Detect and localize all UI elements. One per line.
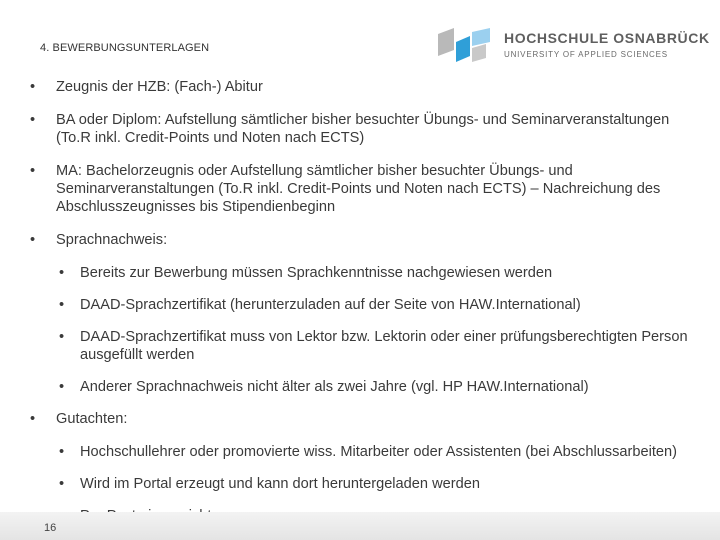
- bullet-icon: •: [59, 444, 65, 460]
- logo-subtitle: UNIVERSITY OF APPLIED SCIENCES: [504, 50, 668, 59]
- list-item: [30, 78, 690, 96]
- bullet-icon: •: [59, 379, 65, 395]
- bullet-icon: •: [30, 232, 36, 248]
- bullet-list: [30, 78, 690, 539]
- list-item-text: MA: Bachelorzeugnis oder Aufstellung sämtlicher bisher besuchter Übungs- und Seminarveranstaltungen (To.R inkl. Credit-Points und Noten nach ECTS) – Nachreichung des Abschlusszeugnisses bis Stipendienbeginn: [56, 163, 661, 215]
- sub-list-item-text: Anderer Sprachnachweis nicht älter als zwei Jahre (vgl. HP HAW.International): [80, 379, 589, 395]
- logo-name: HOCHSCHULE OSNABRÜCK: [504, 30, 710, 46]
- bullet-icon: •: [30, 163, 36, 179]
- sub-list-item: [59, 475, 690, 493]
- list-item-text: BA oder Diplom: Aufstellung sämtlicher bisher besuchter Übungs- und Seminarveranstaltungen (To.R inkl. Credit-Points und Noten nach ECTS): [56, 112, 670, 146]
- sub-list-item-text: Hochschullehrer oder promovierte wiss. Mitarbeiter oder Assistenten (bei Abschlussarbeiten): [80, 444, 677, 460]
- sub-list-item-text: Bereits zur Bewerbung müssen Sprachkenntnisse nachgewiesen werden: [80, 265, 553, 281]
- sub-list-item: [59, 296, 690, 314]
- university-logo: [438, 24, 710, 64]
- bullet-icon: •: [59, 297, 65, 313]
- bullet-icon: •: [30, 79, 36, 95]
- list-item: [30, 162, 690, 216]
- list-item: [30, 410, 690, 428]
- sub-list-item-text: DAAD-Sprachzertifikat muss von Lektor bzw. Lektorin oder einer prüfungsberechtigten Person ausgefüllt werden: [80, 329, 688, 363]
- logo-mark-icon: [438, 28, 494, 62]
- bullet-icon: •: [59, 476, 65, 492]
- sub-list-item-text: DAAD-Sprachzertifikat (herunterzuladen auf der Seite von HAW.International): [80, 297, 581, 313]
- section-title: 4. BEWERBUNGSUNTERLAGEN: [40, 42, 210, 54]
- bullet-icon: •: [59, 265, 65, 281]
- bullet-icon: •: [59, 329, 65, 345]
- list-item-text: Gutachten:: [56, 411, 128, 427]
- list-item: [30, 111, 690, 147]
- bullet-icon: •: [30, 112, 36, 128]
- list-item: [30, 231, 690, 249]
- sub-list-item: [59, 264, 690, 282]
- sub-list-item: [59, 328, 690, 364]
- sub-list-item: [59, 378, 690, 396]
- sub-list-item-text: Wird im Portal erzeugt und kann dort heruntergeladen werden: [80, 476, 480, 492]
- page-number: 16: [44, 522, 57, 534]
- bullet-icon: •: [30, 411, 36, 427]
- list-item-text: Zeugnis der HZB: (Fach-) Abitur: [56, 79, 263, 95]
- footer-bar: [0, 512, 720, 540]
- sub-list-item: [59, 443, 690, 461]
- list-item-text: Sprachnachweis:: [56, 232, 168, 248]
